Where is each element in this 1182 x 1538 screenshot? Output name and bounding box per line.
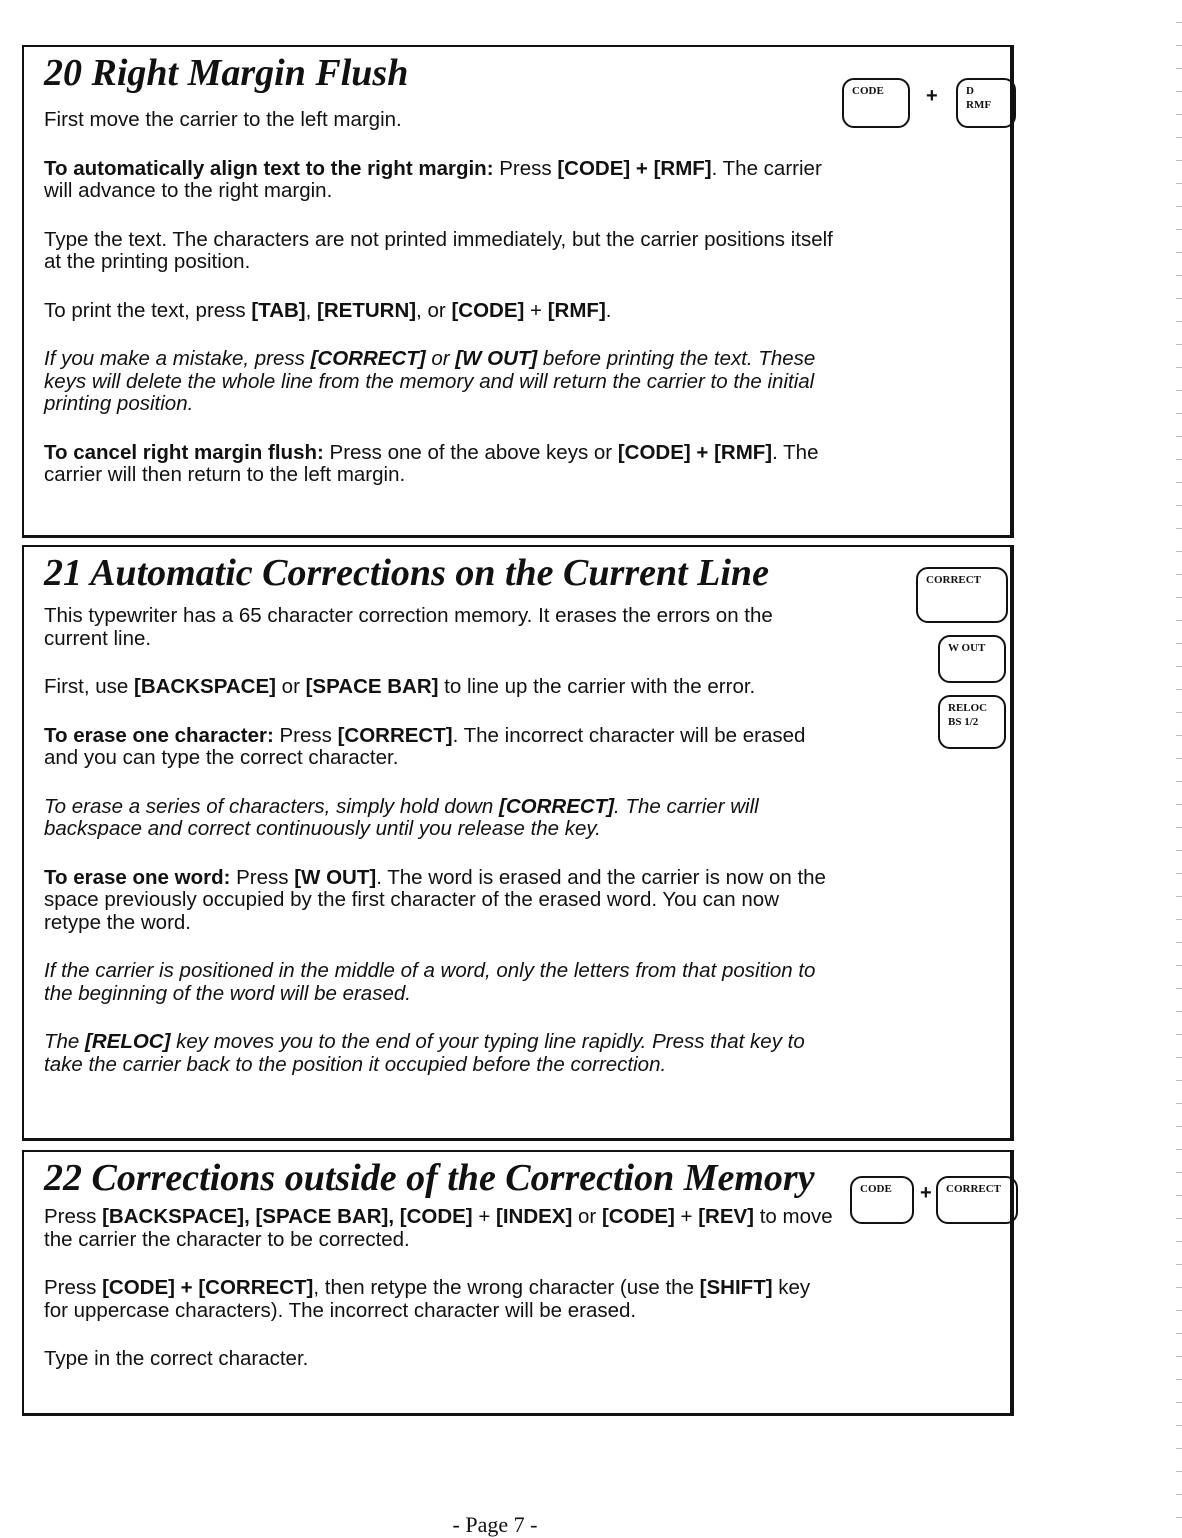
key-reference: [BACKSPACE] [134, 675, 276, 698]
key-reference: [INDEX] [496, 1205, 573, 1228]
key-reference: [CORRECT] [337, 723, 453, 747]
text-run: . The carrier will then return to the left margin. [44, 440, 819, 486]
text-run: If you make a mistake, press [44, 347, 311, 370]
text-run: First, use [44, 675, 134, 698]
key-reference: [CODE] + [RMF] [617, 440, 773, 464]
key-reference: [CODE] + [RMF] [557, 156, 712, 180]
text-run: + [524, 298, 548, 322]
plus-sign: + [926, 85, 938, 107]
paragraph [44, 442, 834, 487]
plus-sign: + [920, 1182, 932, 1204]
paragraph [44, 796, 834, 841]
text-run: to line up the carrier with the error. [438, 675, 756, 698]
key-reference: [CORRECT] [499, 794, 615, 818]
text-run: Press one of the above keys or [323, 440, 618, 464]
text-run: First move the carrier to the left margin. [44, 108, 402, 131]
text-run: , [305, 298, 318, 322]
text-run: + [674, 1205, 699, 1228]
key-reference: [RETURN] [317, 298, 417, 322]
text-run: key moves you to the end of your typing line rapidly. Press that key to take the carrier back to the position it occupied before the correction. [44, 1030, 805, 1076]
section-title: 21 Automatic Corrections on the Current Line [44, 552, 769, 594]
scan-edge [1176, 0, 1182, 1538]
text-run: or [572, 1205, 602, 1228]
section-right-margin-flush [22, 45, 1014, 538]
text-run: , then retype the wrong character (use the [313, 1276, 700, 1299]
key-reference: [RELOC] [85, 1030, 171, 1053]
section-corrections-outside-memory [22, 1150, 1014, 1416]
text-run: Type the text. The characters are not printed immediately, but the carrier positions itself at the printing position. [44, 227, 833, 273]
key-reloc-icon: RELOC BS 1/2 [938, 695, 1006, 749]
text-run: If the carrier is positioned in the middle of a word, only the letters from that position to the beginning of the word will be erased. [44, 959, 816, 1005]
paragraph [44, 109, 834, 132]
paragraph [44, 960, 834, 1005]
text-run: Press [44, 1276, 103, 1299]
text-run: To erase a series of characters, simply hold down [44, 794, 500, 818]
key-reference: [BACKSPACE], [SPACE BAR], [CODE] [102, 1205, 473, 1228]
text-run: To print the text, press [44, 298, 252, 322]
text-run: + [472, 1205, 496, 1228]
key-code-icon: CODE [850, 1176, 914, 1224]
text-run: or [425, 347, 456, 370]
paragraph [44, 300, 834, 323]
text-run: Press [44, 1205, 103, 1228]
key-reference: [RMF] [547, 298, 606, 322]
text-run: . The incorrect character will be erased and you can type the correct character. [44, 723, 806, 769]
text-run: This typewriter has a 65 character correction memory. It erases the errors on the current line. [44, 604, 773, 650]
section-body [44, 109, 834, 513]
key-reference: [SPACE BAR] [305, 675, 439, 698]
key-reference: [CODE] [601, 1205, 675, 1228]
text-run: Press [493, 156, 558, 180]
text-run: The [44, 1030, 86, 1053]
key-rmf-icon: D RMF [956, 78, 1016, 128]
text-run: before printing the text. These keys will delete the whole line from the memory and will return the carrier to the initial printing position. [44, 347, 816, 415]
text-run: or [275, 675, 306, 698]
text-run: . The carrier will backspace and correct continuously until you release the key. [44, 794, 759, 840]
paragraph [44, 867, 834, 935]
text-run: , or [416, 298, 452, 322]
key-reference: To erase one character: [44, 723, 274, 747]
paragraph [44, 158, 834, 203]
key-reference: [SHIFT] [699, 1276, 773, 1299]
paragraph [44, 1206, 834, 1251]
key-reference: [CORRECT] [310, 347, 426, 370]
paragraph [44, 1277, 834, 1322]
text-run: key for uppercase characters). The incorrect character will be erased. [44, 1276, 811, 1322]
section-title: 22 Corrections outside of the Correction Memory [44, 1157, 815, 1199]
text-run: to move the carrier the character to be corrected. [44, 1205, 833, 1251]
paragraph [44, 1031, 834, 1076]
text-run: . The carrier will advance to the right margin. [44, 156, 822, 202]
paragraph [44, 725, 834, 770]
section-body [44, 1206, 834, 1397]
paragraph [44, 605, 834, 650]
paragraph [44, 348, 834, 416]
page-number: - Page 7 - [452, 1512, 538, 1537]
text-run: . The word is erased and the carrier is now on the space previously occupied by the first character of the erased word. You can now retype the word. [44, 865, 826, 934]
key-code-icon: CODE [842, 78, 910, 128]
key-reference: [REV] [698, 1205, 755, 1228]
paragraph [44, 1348, 834, 1371]
key-reference: To erase one word: [44, 865, 231, 889]
key-w-out-icon: W OUT [938, 635, 1006, 683]
section-automatic-corrections [22, 545, 1014, 1141]
section-body [44, 605, 834, 1102]
key-reference: [CODE] [451, 298, 525, 322]
paragraph [44, 676, 834, 699]
key-reference: [TAB] [251, 298, 306, 322]
key-correct-icon: CORRECT [916, 567, 1008, 623]
section-title: 20 Right Margin Flush [44, 52, 409, 94]
paragraph [44, 229, 834, 274]
key-reference: To automatically align text to the right margin: [44, 156, 494, 180]
key-reference: To cancel right margin flush: [44, 440, 324, 464]
key-reference: [W OUT] [294, 865, 377, 889]
text-run: Press [273, 723, 338, 747]
text-run: Press [230, 865, 295, 889]
text-run: Type in the correct character. [44, 1347, 309, 1370]
key-correct-icon: CORRECT [936, 1176, 1018, 1224]
key-reference: [W OUT] [455, 347, 538, 370]
key-reference: [CODE] + [CORRECT] [102, 1276, 314, 1299]
text-run: . [605, 298, 612, 322]
